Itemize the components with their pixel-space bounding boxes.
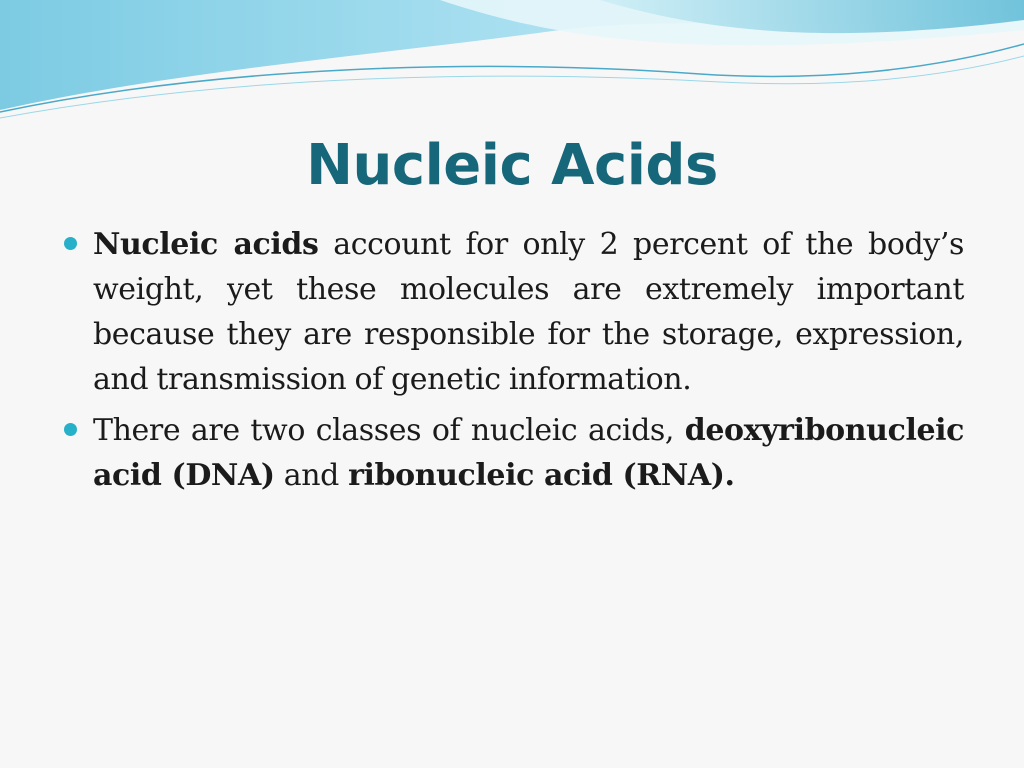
body-text: account for only 2 percent of the body’s weight, yet these molecules are extremely important because they are responsible for the storage, expression, and transmission of genetic information. [93, 227, 964, 397]
body-text: and [274, 458, 349, 493]
bold-term: ribonucleic acid (RNA). [348, 458, 735, 493]
slide-title: Nucleic Acids [306, 133, 718, 198]
bold-term: Nucleic acids [93, 227, 319, 262]
bullet-dot-icon [64, 423, 77, 436]
bullet-text [93, 408, 964, 498]
bullet-list [62, 222, 964, 504]
bold-term: deoxyribonucleic acid (DNA) [93, 413, 964, 493]
bullet-dot-icon [64, 237, 77, 250]
bullet-item [62, 408, 964, 498]
header-wave-decoration [0, 0, 1024, 130]
body-text: There are two classes of nucleic acids, [93, 413, 685, 448]
bullet-text [93, 222, 964, 402]
bullet-item [62, 222, 964, 402]
